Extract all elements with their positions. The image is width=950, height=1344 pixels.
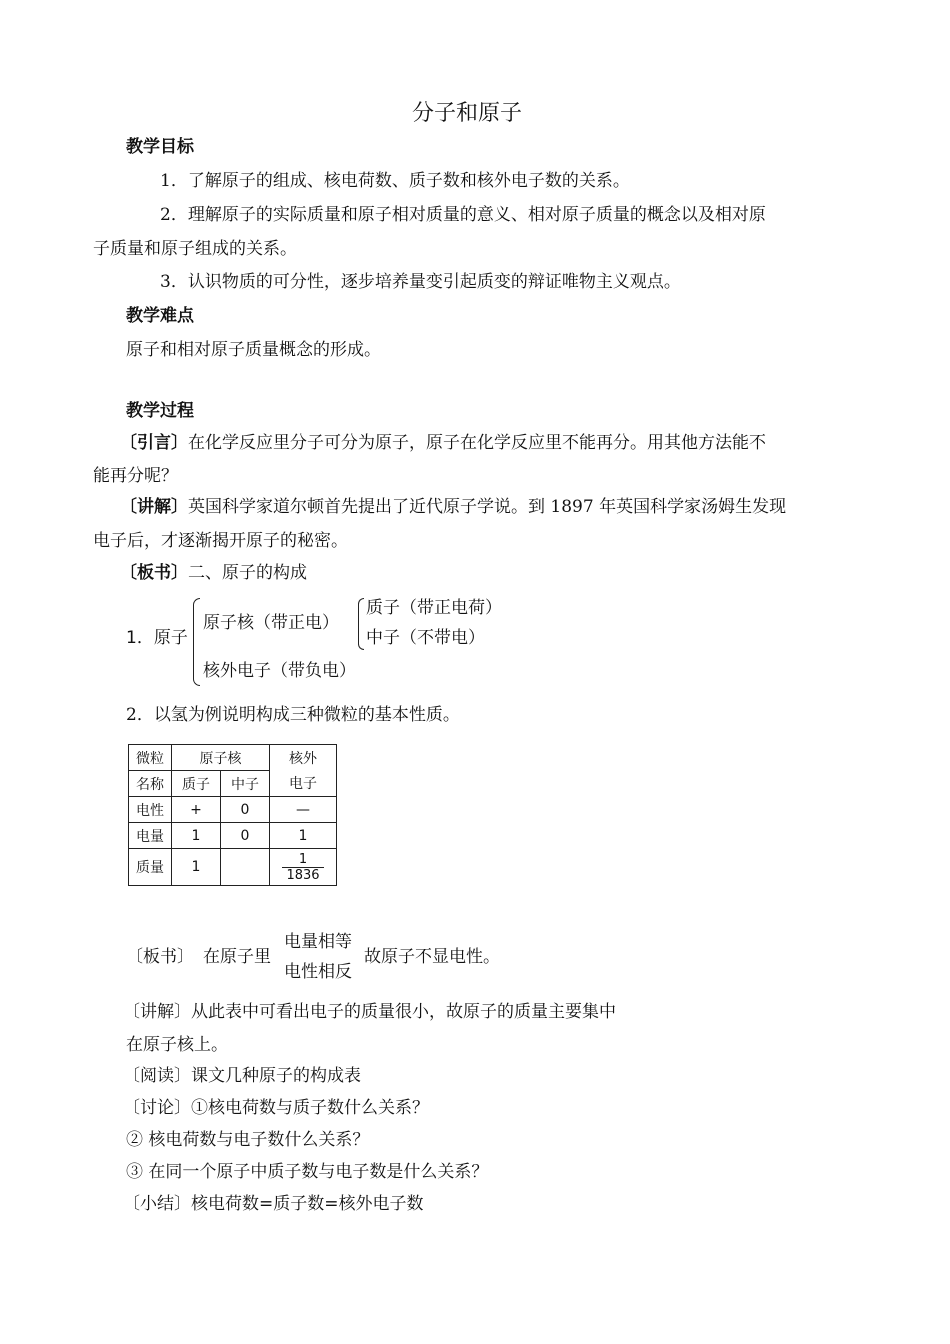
cell-proton: + [172, 797, 221, 823]
read-line [123, 1066, 361, 1086]
lecture-tag: 〔讲解〕 [120, 497, 188, 517]
table-header-proton: 质子 [172, 771, 221, 797]
cell-proton: 1 [172, 823, 221, 849]
cell-electron: 1 [270, 823, 337, 849]
difficulty-text: 原子和相对原子质量概念的形成。 [126, 340, 381, 360]
intro-text: 在化学反应里分子可分为原子，原子在化学反应里不能再分。用其他方法能不 [188, 433, 766, 453]
board2-tag: 〔板书〕 [126, 947, 194, 967]
goal-2-line-2: 子质量和原子组成的关系。 [93, 239, 297, 259]
row-label: 质量 [129, 849, 172, 886]
particle-table [128, 744, 337, 886]
structure-nucleus-brace [358, 598, 364, 650]
heading-goals: 教学目标 [126, 137, 194, 157]
discuss-line-1 [123, 1098, 429, 1118]
row-label: 电性 [129, 797, 172, 823]
goal-1: 1．了解原子的组成、核电荷数、质子数和核外电子数的关系。 [160, 171, 630, 191]
summary-text: 核电荷数=质子数=核外电子数 [191, 1194, 424, 1214]
table-header-outer-1: 核外 [270, 745, 337, 771]
structure-neutron: 中子（不带电） [366, 628, 485, 648]
table-row [129, 849, 337, 886]
discuss-text-1: ①核电荷数与质子数什么关系？ [191, 1098, 429, 1118]
point-2: 2．以氢为例说明构成三种微粒的基本性质。 [126, 705, 460, 725]
table-header-neutron: 中子 [221, 771, 270, 797]
structure-main-brace [193, 598, 200, 686]
row-label: 电量 [129, 823, 172, 849]
goal-2-line-1: 2．理解原子的实际质量和原子相对质量的意义、相对原子质量的概念以及相对原 [160, 205, 766, 225]
read-tag: 〔阅读〕 [123, 1066, 191, 1086]
lecture-text: 英国科学家道尔顿首先提出了近代原子学说。到 1897 年英国科学家汤姆生发现 [188, 497, 787, 517]
page-title: 分子和原子 [412, 101, 523, 126]
intro-tag: 〔引言〕 [120, 433, 188, 453]
structure-proton: 质子（带正电荷） [366, 598, 502, 618]
structure-nucleus: 原子核（带正电） [203, 613, 339, 633]
board2-prefix: 在原子里 [203, 947, 271, 967]
table-header-outer-2: 电子 [270, 771, 337, 797]
board-tag: 〔板书〕 [120, 563, 188, 583]
summary-line [123, 1194, 424, 1214]
read-text: 课文几种原子的构成表 [191, 1066, 361, 1086]
board-text: 二、原子的构成 [188, 563, 307, 583]
board-line [120, 563, 307, 583]
structure-root: 1．原子 [126, 628, 188, 648]
goal-3: 3．认识物质的可分性，逐步培养量变引起质变的辩证唯物主义观点。 [160, 272, 681, 292]
cell-neutron [221, 849, 270, 886]
heading-difficulty: 教学难点 [126, 306, 194, 326]
intro-line-2: 能再分呢？ [93, 466, 178, 486]
intro-line-1 [120, 433, 766, 453]
cell-neutron: 0 [221, 797, 270, 823]
fraction-numerator: 1 [298, 851, 308, 867]
cell-electron: — [270, 797, 337, 823]
board2-bottom: 电性相反 [284, 962, 352, 982]
board2-suffix: 故原子不显电性。 [364, 947, 500, 967]
table-header-nucleus: 原子核 [172, 745, 270, 771]
structure-electron: 核外电子（带负电） [203, 661, 356, 681]
board2-top: 电量相等 [284, 932, 352, 952]
explain-line-2: 在原子核上。 [126, 1035, 228, 1055]
lecture-line-1 [120, 497, 786, 517]
discuss-line-3: ③ 在同一个原子中质子数与电子数是什么关系？ [126, 1162, 489, 1182]
explain-line-1 [123, 1002, 616, 1022]
explain-text: 从此表中可看出电子的质量很小，故原子的质量主要集中 [191, 1002, 616, 1022]
explain-tag: 〔讲解〕 [123, 1002, 191, 1022]
heading-process: 教学过程 [126, 401, 194, 421]
discuss-line-2: ② 核电荷数与电子数什么关系？ [126, 1130, 370, 1150]
cell-neutron: 0 [221, 823, 270, 849]
table-header-particle-2: 名称 [129, 771, 172, 797]
cell-electron-fraction [270, 849, 337, 886]
table-row [129, 823, 337, 849]
summary-tag: 〔小结〕 [123, 1194, 191, 1214]
lecture-line-2: 电子后，才逐渐揭开原子的秘密。 [93, 531, 348, 551]
fraction-denominator: 1836 [286, 867, 320, 883]
discuss-tag: 〔讨论〕 [123, 1098, 191, 1118]
table-row [129, 797, 337, 823]
table-header-particle-1: 微粒 [129, 745, 172, 771]
cell-proton: 1 [172, 849, 221, 886]
